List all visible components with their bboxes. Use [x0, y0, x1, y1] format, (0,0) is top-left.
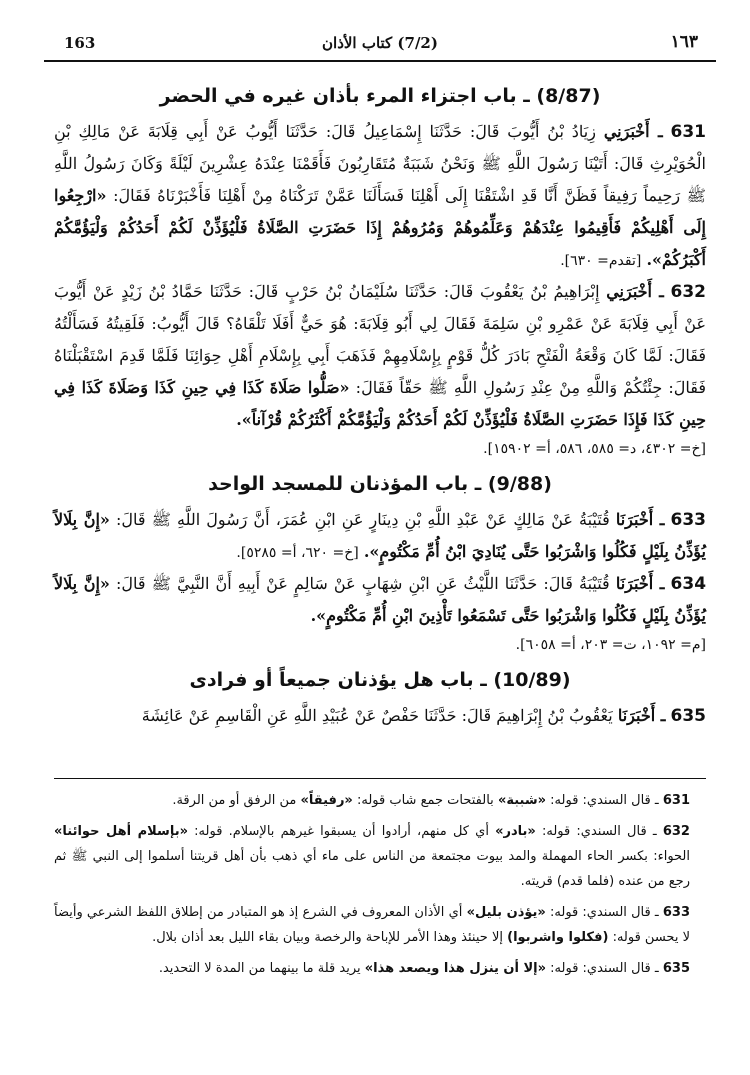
footnote-separator: [54, 778, 706, 779]
hadith-matn: «إِنَّ بِلَالاً يُؤَذِّنُ بِلَيْلٍ فَكُلُوا وَاشْرَبُوا حَتَّى يُنَادِيَ ابْنُ أُمِّ مَكْتُومٍ».: [54, 510, 706, 561]
footnote-keyword: «يؤذن بليل»: [466, 905, 546, 920]
footnote: [54, 956, 690, 981]
chapter-title: (9/88) ـ باب المؤذنان للمسجد الواحد: [208, 473, 552, 495]
hadith-number: 634: [670, 574, 707, 594]
hadith-lead: ـ أَخْبَرَنِي: [606, 282, 664, 301]
footnote-prefix: ـ قال السندي: قوله:: [550, 793, 659, 808]
hadith-isnad: زِيَادُ بْنُ أَيُّوبَ قَالَ: حَدَّثَنَا إِسْمَاعِيلُ قَالَ: حَدَّثَنَا أَيُّوبُ عَنْ أَبِي قِلَابَةَ عَنْ مَالِكِ بْنِ الْحُوَيْرِثِ قَالَ: أَتَيْنَا رَسُولَ اللَّهِ ﷺ وَنَحْنُ شَبَبَةٌ مُتَقَارِبُونَ فَأَقَمْنَا عِنْدَهُ عِشْرِينَ لَيْلَةً وَكَانَ رَسُولُ اللَّهِ ﷺ رَحِيماً رَفِيقاً فَظَنَّ أَنَّا قَدِ اشْتَقْنَا إِلَى أَهْلِنَا فَسَأَلَنَا عَمَّنْ تَرَكْنَاهُ مِنْ أَهْلِنَا فَأَخْبَرْنَاهُ فَقَالَ:: [54, 122, 707, 205]
hadith-isnad: قُتَيْبَةُ عَنْ مَالِكٍ عَنْ عَبْدِ اللَّهِ بْنِ دِينَارٍ عَنِ ابْنِ عُمَرَ، أَنَّ رَسُولَ اللَّهِ ﷺ قَالَ:: [115, 510, 610, 529]
footnote-text: أي كل منهم، أرادوا أن يسبقوا غيرهم بالإسلام. قوله:: [194, 824, 489, 839]
footnote: [54, 788, 690, 813]
hadith-matn: «إِنَّ بِلَالاً يُؤَذِّنُ بِلَيْلٍ فَكُلُوا وَاشْرَبُوا حَتَّى تَسْمَعُوا تَأْذِينَ ابْنِ أُمِّ مَكْتُومٍ».: [54, 574, 706, 625]
hadith-ref: [خ= ٤٣٠٢، د= ٥٨٥، ٥٨٦، أ= ١٥٩٠٢].: [483, 441, 706, 457]
footnote-prefix: ـ قال السندي: قوله:: [550, 961, 659, 976]
footnote-number: 632: [662, 824, 690, 839]
hadith-matn: «صَلُّوا صَلَاةَ كَذَا فِي حِينِ كَذَا وَصَلَاةَ كَذَا فِي حِينِ كَذَا فَإِذَا حَضَرَتِ الصَّلَاةُ فَلْيُؤَذِّنْ لَكُمْ أَحَدُكُمْ وَلْيَؤُمَّكُمْ أَكْثَرُكُمْ قُرْآناً».: [54, 378, 706, 429]
page-number-arabic: ١٦٣: [670, 32, 698, 52]
hadith-lead: ـ أَخْبَرَنِي: [603, 122, 663, 141]
hadith-ref: [م= ١٠٩٢، ت= ٢٠٣، أ= ٦٠٥٨].: [515, 637, 706, 653]
footnote-number: 633: [662, 905, 691, 920]
hadith-isnad: إِبْرَاهِيمُ بْنُ يَعْقُوبَ قَالَ: حَدَّثَنَا سُلَيْمَانُ بْنُ حَرْبٍ قَالَ: حَدَّثَنَا حَمَّادُ بْنُ زَيْدٍ عَنْ أَيُّوبَ عَنْ أَبِي قِلَابَةَ عَنْ عَمْرِو بْنِ سَلِمَةَ فَقَالَ لِي أَبُو قِلَابَةَ: هُوَ حَيٌّ أَفَلَا تَلْقَاهُ؟ قَالَ أَيُّوبُ: فَلَقِيتُهُ فَسَأَلْتُهُ فَقَالَ: لَمَّا كَانَ وَقْعَةُ الْفَتْحِ بَادَرَ كُلُّ قَوْمٍ بِإِسْلَامِهِمْ فَذَهَبَ أَبِي بِإِسْلَامِ أَهْلِ حِوَائِنَا فَلَمَّا قَدِمَ اسْتَقْبَلْنَاهُ فَقَالَ: جِئْتُكُمْ وَاللَّهِ مِنْ عِنْدِ رَسُولِ اللَّهِ ﷺ حَقّاً فَقَالَ:: [54, 282, 706, 397]
footnote-text: يريد قلة ما بينهما من المدة لا التحديد.: [158, 961, 361, 976]
hadith-number: 632: [670, 282, 706, 302]
footnote-text: من الرفق أو من الرقة.: [172, 793, 297, 808]
hadith-isnad: يَعْقُوبُ بْنُ إِبْرَاهِيمَ قَالَ: حَدَّثَنَا حَفْصٌ عَنْ عُبَيْدِ اللَّهِ عَنِ الْقَاسِمِ عَنْ عَائِشَةَ: [141, 706, 613, 725]
hadith: [54, 276, 706, 436]
footnote-number: 635: [662, 961, 690, 976]
page-header: [44, 30, 716, 62]
footnotes: [54, 788, 690, 987]
footnote-keyword: «بإسلام أهل حوائنا»: [54, 824, 188, 839]
hadith-lead: ـ أَخْبَرَنَا: [615, 510, 665, 529]
page-number-latin: 163: [64, 34, 96, 52]
footnote-prefix: ـ قال السندي: قوله:: [550, 905, 659, 920]
footnote-text: أي الأذان المعروف في الشرع إذ هو المتبادر من إطلاق اللفظ الشرعي وأيضاً لا يحسن قوله:: [54, 905, 690, 945]
hadith-lead: ـ أَخْبَرَنَا: [615, 574, 665, 593]
footnote-text: بالفتحات جمع شاب قوله:: [356, 793, 494, 808]
hadith: [54, 700, 706, 732]
footnote-keyword: «إلا أن ينزل هذا ويصعد هذا»: [364, 961, 547, 976]
hadith-number: 633: [670, 510, 706, 530]
hadith: [54, 116, 706, 276]
main-text: [54, 74, 706, 732]
hadith-number: 635: [670, 706, 706, 726]
chapter-title: (8/87) ـ باب اجتزاء المرء بأذان غيره في الحضر: [159, 85, 601, 107]
footnote: [54, 900, 690, 950]
footnote-keyword: (فكلوا واشربوا): [507, 930, 609, 945]
hadith-ref: [خ= ٦٢٠، أ= ٥٢٨٥].: [236, 545, 359, 561]
chapter-title: (10/89) ـ باب هل يؤذنان جميعاً أو فرادى: [189, 669, 571, 691]
hadith: [54, 568, 706, 632]
hadith-ref: [تقدم= ٦٣٠].: [560, 253, 642, 269]
footnote-number: 631: [662, 793, 690, 808]
footnote-keyword: «شببة»: [497, 793, 547, 808]
footnote-keyword: «بادر»: [495, 824, 536, 839]
hadith: [54, 504, 706, 568]
hadith-isnad: قُتَيْبَةُ قَالَ: حَدَّثَنَا اللَّيْثُ عَنِ ابْنِ شِهَابٍ عَنْ سَالِمٍ عَنْ أَبِيهِ أَنَّ النَّبِيَّ ﷺ قَالَ:: [116, 574, 610, 593]
footnote-text: الحواء: بكسر الحاء المهملة والمد بيوت مجتمعة من الناس على ماء أي ذهب بأن أهل قريتنا أسلموا إلى النبي ﷺ ثم رجع من عنده (فلما قدم) قريته.: [54, 849, 690, 889]
footnote-text: إلا حينئذ وهذا الأمر للإباحة والرخصة وبيان بقاء الليل بعد أذان بلال.: [152, 930, 503, 945]
footnote: [54, 819, 690, 894]
footnote-keyword: «رفيقاً»: [300, 793, 353, 808]
footnote-prefix: ـ قال السندي: قوله:: [542, 824, 657, 839]
running-title: (7/2) كتاب الأذان: [322, 34, 438, 52]
hadith-matn: «ارْجِعُوا إِلَى أَهْلِيكُمْ فَأَقِيمُوا عِنْدَهُمْ وَعَلِّمُوهُمْ وَمُرُوهُمْ إِذَا حَضَرَتِ الصَّلَاةُ فَلْيُؤَذِّنْ لَكُمْ أَحَدُكُمْ وَلْيَؤُمَّكُمْ أَكْبَرُكُمْ».: [54, 186, 706, 269]
hadith-number: 631: [670, 122, 706, 142]
hadith-lead: ـ أَخْبَرَنَا: [617, 706, 666, 725]
